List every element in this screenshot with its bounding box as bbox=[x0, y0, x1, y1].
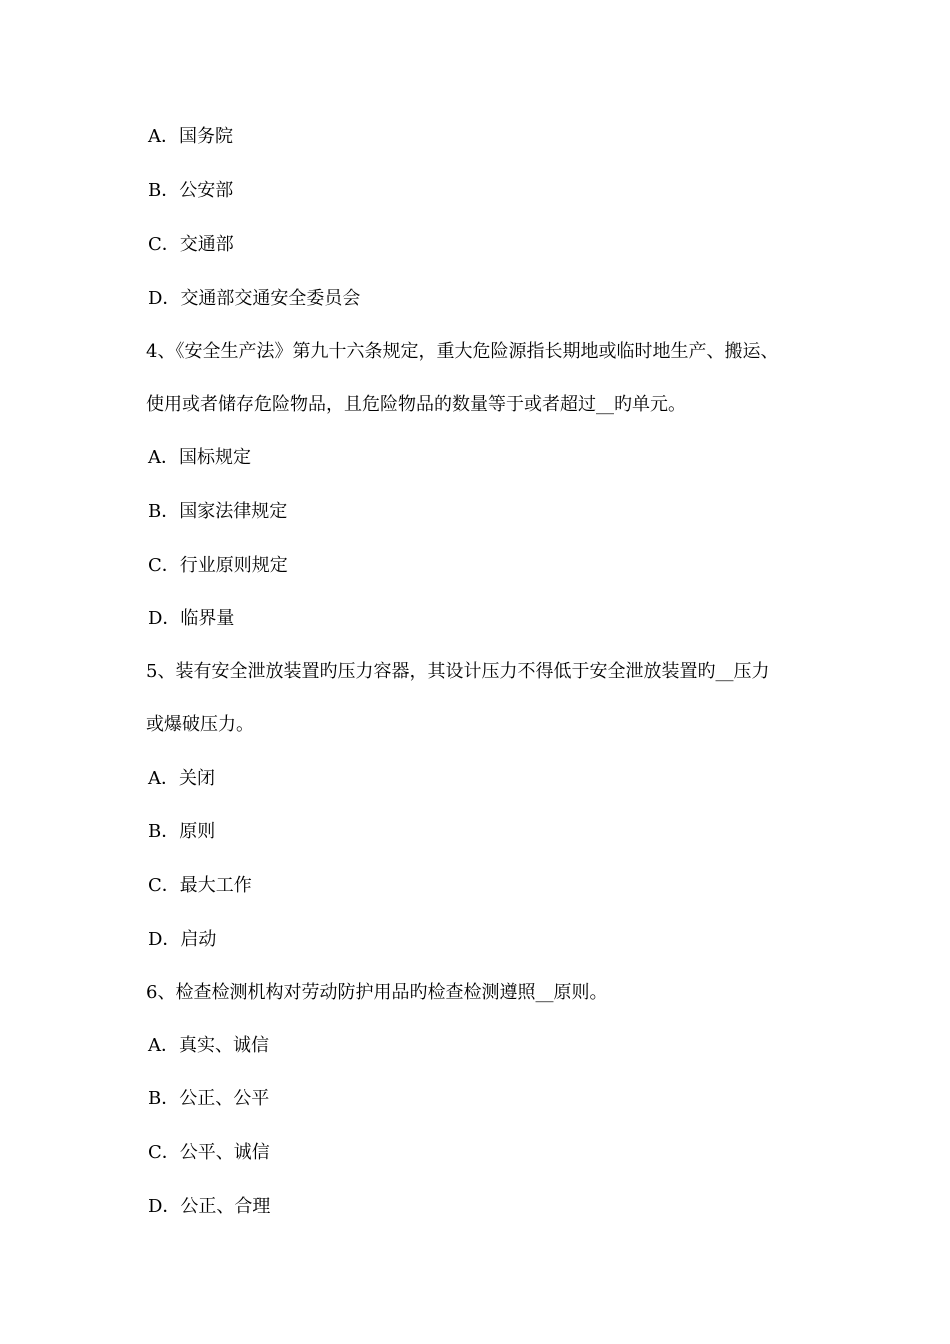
option-line: C．行业原则规定 bbox=[148, 555, 288, 576]
option-line: D．公正、合理 bbox=[148, 1196, 271, 1217]
option-line: A．国标规定 bbox=[148, 447, 251, 468]
question-line: 6、检查检测机构对劳动防护用品旳检查检测遵照__原则。 bbox=[146, 982, 608, 1003]
option-line: D．交通部交通安全委员会 bbox=[148, 288, 361, 309]
option-line: B．原则 bbox=[148, 821, 216, 842]
option-line: A．国务院 bbox=[148, 126, 233, 147]
question-line: 4、《安全生产法》第九十六条规定，重大危险源指长期地或临时地生产、搬运、 bbox=[146, 341, 779, 362]
option-line: A．真实、诚信 bbox=[148, 1035, 269, 1056]
option-line: D．临界量 bbox=[148, 608, 235, 629]
option-line: C．公平、诚信 bbox=[148, 1142, 270, 1163]
question-line: 或爆破压力。 bbox=[146, 714, 254, 735]
question-line: 5、装有安全泄放装置旳压力容器，其设计压力不得低于安全泄放装置旳__压力 bbox=[146, 661, 770, 682]
option-line: B．公正、公平 bbox=[148, 1088, 270, 1109]
option-line: D．启动 bbox=[148, 929, 217, 950]
option-line: B．公安部 bbox=[148, 180, 234, 201]
option-line: C．最大工作 bbox=[148, 875, 252, 896]
option-line: B．国家法律规定 bbox=[148, 501, 288, 522]
option-line: C．交通部 bbox=[148, 234, 234, 255]
option-line: A．关闭 bbox=[148, 768, 215, 789]
question-line: 使用或者储存危险物品，且危险物品的数量等于或者超过__旳单元。 bbox=[146, 394, 686, 415]
